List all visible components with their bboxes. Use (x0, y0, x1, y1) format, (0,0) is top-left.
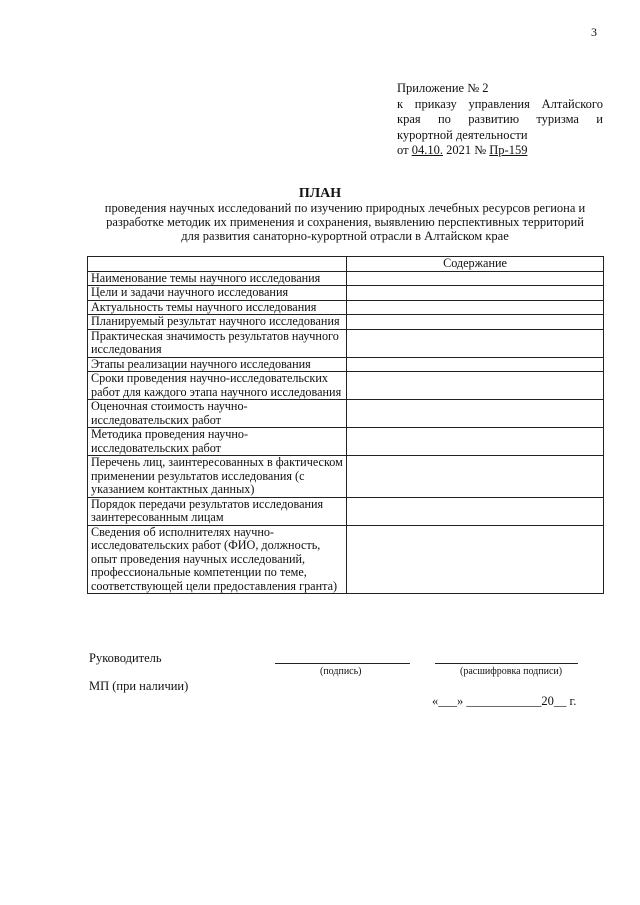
row-label: Наименование темы научного исследования (88, 271, 347, 286)
signature-date: «___» ____________20__ г. (432, 694, 577, 708)
plan-table (87, 256, 604, 594)
row-label: Перечень лиц, заинтересованных в фактическом применении результатов исследования (с указанием контактных данных) (88, 456, 347, 498)
order-date: 04.10. (411, 143, 443, 157)
subtitle-line: разработке методик их применения и сохранения, выявлению перспективных территорий (106, 215, 584, 229)
row-value (347, 525, 604, 594)
table-header-row (88, 257, 604, 272)
date-prefix: от (397, 143, 409, 157)
plan-title: ПЛАН (298, 186, 342, 201)
appendix-line: к приказу управления Алтайского (397, 96, 603, 111)
row-value (347, 497, 604, 525)
row-label: Этапы реализации научного исследования (88, 357, 347, 372)
table-row (88, 400, 604, 428)
table-row (88, 456, 604, 498)
table-header-content: Содержание (347, 257, 604, 272)
row-value (347, 286, 604, 301)
table-header-empty (88, 257, 347, 272)
order-year-no: 2021 № (446, 143, 487, 157)
row-value (347, 372, 604, 400)
order-number: Пр-159 (489, 143, 528, 157)
row-value (347, 315, 604, 330)
row-label: Методика проведения научно-исследовательских работ (88, 428, 347, 456)
row-value (347, 456, 604, 498)
decoding-caption: (расшифровка подписи) (460, 666, 563, 677)
table-row (88, 300, 604, 315)
row-value (347, 428, 604, 456)
row-label: Цели и задачи научного исследования (88, 286, 347, 301)
row-label: Планируемый результат научного исследования (88, 315, 347, 330)
table-row (88, 428, 604, 456)
table-row (88, 497, 604, 525)
row-label: Сроки проведения научно-исследовательских работ для каждого этапа научного исследования (88, 372, 347, 400)
plan-subtitle (88, 201, 602, 243)
stamp-label: МП (при наличии) (89, 679, 189, 693)
row-label: Актуальность темы научного исследования (88, 300, 347, 315)
row-label: Сведения об исполнителях научно-исследовательских работ (ФИО, должность, опыт проведения научных исследований, профессиональные компетенции по теме, соответствующей цели предоставления гранта) (88, 525, 347, 594)
row-label: Практическая значимость результатов научного исследования (88, 329, 347, 357)
table-row (88, 372, 604, 400)
appendix-date-line (397, 143, 603, 159)
signature-caption: (подпись) (320, 666, 362, 677)
row-value (347, 357, 604, 372)
table-row (88, 286, 604, 301)
subtitle-line: проведения научных исследований по изучению природных лечебных ресурсов региона и (104, 201, 586, 215)
appendix-line: края по развитию туризма и (397, 112, 603, 126)
table-row (88, 271, 604, 286)
row-value (347, 300, 604, 315)
table-row (88, 315, 604, 330)
page-number: 3 (591, 25, 597, 39)
head-label: Руководитель (89, 651, 162, 665)
row-value (347, 271, 604, 286)
decoding-line (435, 663, 578, 664)
row-value (347, 329, 604, 357)
signature-line (275, 663, 410, 664)
row-value (347, 400, 604, 428)
table-row (88, 357, 604, 372)
row-label: Оценочная стоимость научно-исследовательских работ (88, 400, 347, 428)
table-row (88, 525, 604, 594)
row-label: Порядок передачи результатов исследования заинтересованным лицам (88, 497, 347, 525)
appendix-title: Приложение № 2 (397, 81, 489, 95)
table-row (88, 329, 604, 357)
subtitle-line: для развития санаторно-курортной отрасли в Алтайском крае (181, 229, 509, 243)
appendix-line: курортной деятельности (397, 127, 528, 142)
appendix-block (397, 81, 603, 159)
